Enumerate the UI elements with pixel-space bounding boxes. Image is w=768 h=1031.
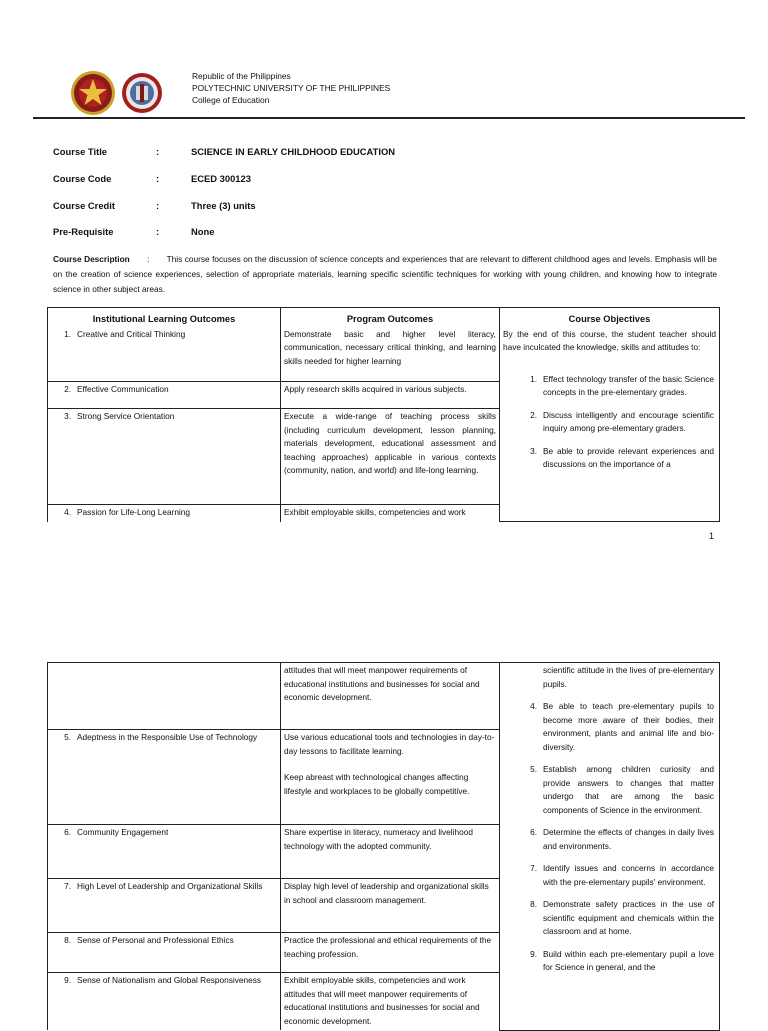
objective-item <box>503 700 716 754</box>
objective-text: Determine the effects of changes in daily lives and environments. <box>543 827 714 851</box>
ilo-number: 3. <box>64 411 71 421</box>
colon: : <box>156 173 160 184</box>
header-divider <box>33 117 745 119</box>
colon: : <box>147 254 150 264</box>
ilo-text: High Level of Leadership and Organizational Skills <box>77 881 263 891</box>
ilo-number: 5. <box>64 732 71 742</box>
page-number: 1 <box>709 531 715 541</box>
po-text: Exhibit employable skills, competencies and work <box>281 505 500 522</box>
university-line: POLYTECHNIC UNIVERSITY OF THE PHILIPPINES <box>192 83 391 93</box>
objective-number: 9. <box>530 948 537 959</box>
objective-text: Establish among children curiosity and provide answers to changes that matter undergo that are among the basic components of Science in the environment. <box>543 764 714 815</box>
prerequisite-label: Pre-Requisite <box>53 226 114 237</box>
course-description-label: Course Description <box>53 254 130 264</box>
ilo-number: 1. <box>64 328 71 339</box>
po-text: Execute a wide-range of teaching process skills (including curriculum development, lesson planning, materials development, educational assessment and teaching approaches) applicable in various contexts (community, nation, and world) and life-long learning. <box>281 409 500 505</box>
po-cell <box>281 730 500 825</box>
po-header: Program Outcomes <box>281 308 500 327</box>
pup-seal-logo <box>70 70 116 116</box>
ilo-text: Effective Communication <box>77 384 169 394</box>
objective-number: 8. <box>530 899 537 909</box>
objective-number: 4. <box>530 701 537 711</box>
colon: : <box>156 146 160 157</box>
po-text: Share expertise in literacy, numeracy and livelihood technology with the adopted community. <box>281 825 500 879</box>
objective-text: Effect technology transfer of the basic Science concepts in the pre-elementary grades. <box>543 373 714 397</box>
course-code-label: Course Code <box>53 173 112 184</box>
ilo-text: Sense of Personal and Professional Ethics <box>77 935 234 945</box>
colon: : <box>156 226 160 237</box>
ilo-text: Passion for Life-Long Learning <box>77 507 191 517</box>
objective-item <box>503 445 716 472</box>
ilo-text: Adeptness in the Responsible Use of Technology <box>77 732 258 742</box>
course-title-value: SCIENCE IN EARLY CHILDHOOD EDUCATION <box>191 146 396 157</box>
objective-item <box>503 862 716 889</box>
ilo-number: 8. <box>64 935 71 945</box>
objective-text: Be able to teach pre-elementary pupils to become more aware of their bodies, their environment, plants and animal life and bio-diversity. <box>543 701 714 752</box>
objectives-intro: By the end of this course, the student teacher should have inculcated the knowledge, skills and attitudes to: <box>503 328 716 352</box>
objective-text: Discuss intelligently and encourage scientific inquiry among pre-elementary graders. <box>543 409 714 433</box>
institution-block <box>192 70 390 106</box>
po-text: Apply research skills acquired in various subjects. <box>281 382 500 409</box>
college-line: College of Education <box>192 95 270 105</box>
objective-text: Demonstrate safety practices in the use of scientific equipment and chemicals within the classroom and at home. <box>543 899 714 936</box>
objective-text: scientific attitude in the lives of pre-elementary pupils. <box>543 665 714 689</box>
objective-item <box>503 373 716 400</box>
objective-item <box>503 826 716 853</box>
objective-number: 5. <box>530 764 537 774</box>
table-row <box>48 327 720 382</box>
po-text: Use various educational tools and technologies in day-to-day lessons to facilitate learning. <box>284 732 495 756</box>
ilo-number: 2. <box>64 384 71 394</box>
colon: : <box>156 200 160 211</box>
outcomes-table-page1 <box>47 307 720 522</box>
objective-item <box>503 898 716 939</box>
objective-text: Be able to provide relevant experiences and discussions on the importance of a <box>543 445 714 469</box>
po-text: Exhibit employable skills, competencies and work attitudes that will meet manpower requirements of educational institutions and businesses for social and economic development. <box>281 973 500 1031</box>
ilo-number: 4. <box>64 507 71 517</box>
course-objectives-cell <box>500 327 720 522</box>
po-text: Display high level of leadership and organizational skills in school and classroom management. <box>281 879 500 933</box>
po-text: Practice the professional and ethical requirements of the teaching profession. <box>281 933 500 973</box>
objective-text: Build within each pre-elementary pupil a love for Science in general, and the <box>543 948 714 972</box>
ilo-text: Community Engagement <box>77 827 169 837</box>
ilo-text: Sense of Nationalism and Global Responsiveness <box>77 975 262 985</box>
ilo-text: Strong Service Orientation <box>77 411 175 421</box>
po-text: Demonstrate basic and higher level literacy, communication, necessary critical thinking, and learning skills needed for higher learning <box>281 327 500 382</box>
table-row <box>48 663 720 730</box>
po-text: attitudes that will meet manpower requirements of educational institutions and businesses for social and economic development. <box>281 663 500 730</box>
objective-item <box>503 763 716 817</box>
objective-item <box>503 948 716 975</box>
objective-item <box>503 409 716 436</box>
course-objectives-cell <box>500 663 720 1031</box>
objective-number: 7. <box>530 863 537 873</box>
po-text: Keep abreast with technological changes affecting lifestyle and workplaces to be globally competitive. <box>284 772 470 796</box>
college-seal-logo <box>121 72 163 114</box>
course-credit-value: Three (3) units <box>191 200 256 211</box>
co-header: Course Objectives <box>500 308 720 327</box>
objective-number: 3. <box>530 445 537 456</box>
course-credit-label: Course Credit <box>53 200 115 211</box>
ilo-text: Creative and Critical Thinking <box>77 328 186 339</box>
ilo-number: 7. <box>64 881 71 891</box>
ilo-number: 6. <box>64 827 71 837</box>
prerequisite-value: None <box>191 226 215 237</box>
objective-text: Identify issues and concerns in accordance with the pre-elementary pupils' environment. <box>543 863 714 887</box>
country-line: Republic of the Philippines <box>192 71 291 81</box>
course-title-label: Course Title <box>53 146 108 157</box>
course-code-value: ECED 300123 <box>191 173 251 184</box>
ilo-number: 9. <box>64 975 71 985</box>
objective-item <box>503 664 716 691</box>
ilo-header: Institutional Learning Outcomes <box>48 308 281 327</box>
objective-number: 6. <box>530 827 537 837</box>
course-description <box>53 252 717 297</box>
course-description-text: This course focuses on the discussion of science concepts and experiences that are relevant to different childhood ages and levels. Emphasis will be on the creation of science experiences, selection of appropriate materials, learning specific scientific techniques for working with young children, and knowing how to integrate science in other subject areas. <box>53 254 717 294</box>
objective-number: 2. <box>530 409 537 420</box>
outcomes-table-page2 <box>47 662 720 1031</box>
objective-number: 1. <box>530 373 537 384</box>
